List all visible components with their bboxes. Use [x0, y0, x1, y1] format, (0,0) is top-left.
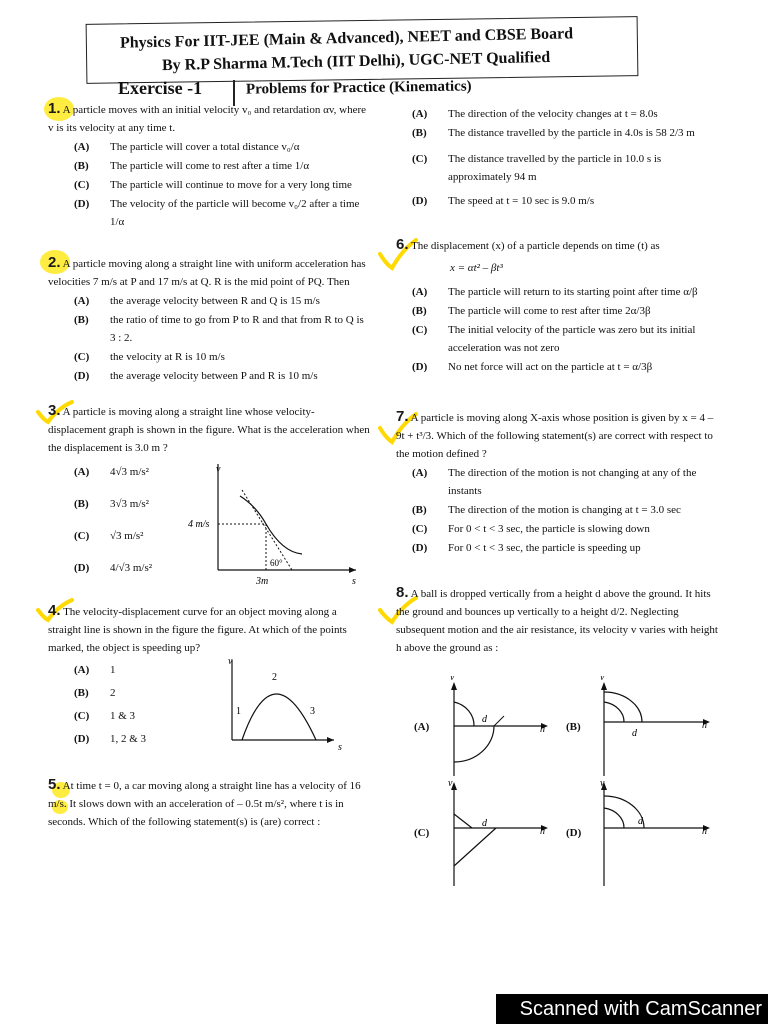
svg-text:2: 2	[272, 672, 277, 683]
question-number: 2.	[48, 254, 61, 271]
question-number: 6.	[396, 236, 409, 253]
question-number: 7.	[396, 408, 409, 425]
option-d[interactable]: (D) The speed at t = 10 sec is 9.0 m/s	[412, 195, 595, 207]
option-b[interactable]: (B) 2	[74, 687, 116, 699]
option-b[interactable]: (B) The distance travelled by the particle in 4.0s is 58 2/3 m	[412, 127, 695, 139]
option-c[interactable]: (C) √3 m/s²	[74, 530, 144, 542]
question-number: 1.	[48, 100, 61, 117]
option-a[interactable]: (A) the average velocity between R and Q is 15 m/s	[74, 295, 320, 307]
question-1	[48, 100, 370, 231]
question-stem: The velocity-displacement curve for an object moving along a straight line is shown in the figure the figure. At which of the points marked, the object is speeding up?	[48, 606, 347, 654]
svg-text:4 m/s: 4 m/s	[188, 519, 210, 530]
graph-option-a[interactable]	[436, 676, 556, 786]
exercise-subtitle: Problems for Practice (Kinematics)	[245, 78, 472, 98]
question-6	[396, 236, 718, 376]
option-d[interactable]: (D) For 0 < t < 3 sec, the particle is speeding up	[412, 542, 641, 554]
option-c[interactable]: (C) The initial velocity of the particle was zero but its initial acceleration was not zero	[412, 324, 696, 354]
equation: x = αt² – βt³	[450, 262, 503, 274]
question-stem: The displacement (x) of a particle depends on time (t) as	[411, 240, 660, 252]
question-number: 8.	[396, 584, 409, 601]
question-stem: A particle is moving along X-axis whose position is given by x = 4 – 9t + t³/3. Which of the following statement(s) are correct with respect to the motion defined ?	[396, 412, 714, 460]
svg-text:v: v	[600, 676, 605, 683]
question-number: 5.	[48, 776, 61, 793]
option-d[interactable]: (D) No net force will act on the particle at t = α/3β	[412, 361, 653, 373]
exercise-title: Exercise -1	[118, 78, 203, 98]
option-d[interactable]: (D) the average velocity between P and R is 10 m/s	[74, 370, 318, 382]
question-number: 4.	[48, 602, 61, 619]
question-5	[48, 776, 370, 831]
option-c[interactable]: (C) The particle will continue to move for a very long time	[74, 179, 352, 191]
question-8	[396, 584, 718, 657]
option-a[interactable]: (A) The direction of the motion is not changing at any of the instants	[412, 467, 697, 497]
question-7	[396, 408, 718, 557]
question-stem: A ball is dropped vertically from a height d above the ground. It hits the ground and bounces up vertically to a height d/2. Neglecting subsequent motion and the air resistance, its velocity v varies with height h above the ground as :	[396, 588, 718, 654]
question-stem: A particle moves with an initial velocity v₀ and retardation αv, where v is its velocity at any time t.	[48, 104, 367, 134]
graph-option-d[interactable]	[590, 776, 720, 892]
svg-text:v: v	[600, 778, 605, 789]
question-5-options	[412, 104, 712, 210]
svg-text:h: h	[702, 720, 707, 731]
question-number: 3.	[48, 402, 61, 419]
svg-text:v: v	[228, 656, 233, 667]
graph-option-b[interactable]	[590, 676, 720, 786]
question-stem: At time t = 0, a car moving along a straight line has a velocity of 16 m/s. It slows down with an acceleration of – 0.5t m/s², where t is in seconds. Which of the following statement(s) is (are) correct :	[48, 780, 361, 828]
question-2	[48, 254, 370, 385]
option-d[interactable]: (D) 4/√3 m/s²	[74, 562, 153, 574]
svg-text:1: 1	[236, 706, 241, 717]
question-stem: A particle moving along a straight line with uniform acceleration has velocities 7 m/s at P and 17 m/s at Q. R is the mid point of PQ. Then	[48, 258, 366, 288]
option-b[interactable]: (B) The particle will come to rest after time 2α/3β	[412, 305, 651, 317]
svg-text:3: 3	[310, 706, 315, 717]
svg-text:d: d	[482, 818, 487, 829]
option-a[interactable]: (A) 4√3 m/s²	[74, 466, 149, 478]
header-title: Physics For IIT-JEE (Main & Advanced), NEET and CBSE Board	[119, 25, 574, 52]
option-d[interactable]: (D) 1, 2 & 3	[74, 733, 147, 745]
svg-text:h: h	[540, 724, 545, 735]
graph-option-c[interactable]	[436, 776, 556, 892]
option-b[interactable]: (B) The direction of the motion is changing at t = 3.0 sec	[412, 504, 681, 516]
option-a[interactable]: (A) The direction of the velocity changes at t = 8.0s	[412, 108, 658, 120]
svg-text:60°: 60°	[270, 558, 283, 568]
svg-text:d: d	[482, 714, 487, 725]
svg-text:d: d	[632, 728, 637, 739]
svg-text:s: s	[338, 742, 342, 752]
svg-text:v: v	[216, 464, 221, 475]
svg-text:v: v	[450, 676, 455, 683]
option-a[interactable]: (A) 1	[74, 664, 116, 676]
header-author: By R.P Sharma M.Tech (IIT Delhi), UGC-NET Qualified	[161, 48, 551, 75]
svg-text:3m: 3m	[256, 576, 269, 587]
option-b-label[interactable]: (B)	[566, 721, 581, 733]
option-a[interactable]: (A) The particle will cover a total distance v₀/α	[74, 141, 300, 153]
svg-text:d: d	[638, 816, 643, 827]
option-b[interactable]: (B) 3√3 m/s²	[74, 498, 149, 510]
option-b[interactable]: (B) the ratio of time to go from P to R and that from R to Q is 3 : 2.	[74, 314, 364, 344]
scanner-watermark: Scanned with CamScanner	[496, 994, 768, 1024]
option-c[interactable]: (C) For 0 < t < 3 sec, the particle is slowing down	[412, 523, 650, 535]
svg-text:h: h	[702, 826, 707, 837]
option-a-label[interactable]: (A)	[414, 721, 430, 733]
option-c[interactable]: (C) 1 & 3	[74, 710, 136, 722]
option-d-label[interactable]: (D)	[566, 827, 582, 839]
question-stem: A particle is moving along a straight line whose velocity-displacement graph is shown in the figure. What is the acceleration when the displacement is 3.0 m ?	[48, 406, 370, 454]
option-a[interactable]: (A) The particle will return to its starting point after time α/β	[412, 286, 698, 298]
option-c[interactable]: (C) the velocity at R is 10 m/s	[74, 351, 225, 363]
option-c-label[interactable]: (C)	[414, 827, 430, 839]
option-b[interactable]: (B) The particle will come to rest after a time 1/α	[74, 160, 310, 172]
svg-text:h: h	[540, 826, 545, 837]
velocity-displacement-curve	[214, 656, 354, 752]
option-d[interactable]: (D) The velocity of the particle will become v₀/2 after a time 1/α	[74, 198, 360, 228]
svg-text:v: v	[448, 778, 453, 789]
option-c[interactable]: (C) The distance travelled by the particle in 10.0 s is approximately 94 m	[412, 153, 662, 183]
svg-text:s: s	[352, 576, 356, 587]
velocity-displacement-graph	[186, 460, 366, 588]
